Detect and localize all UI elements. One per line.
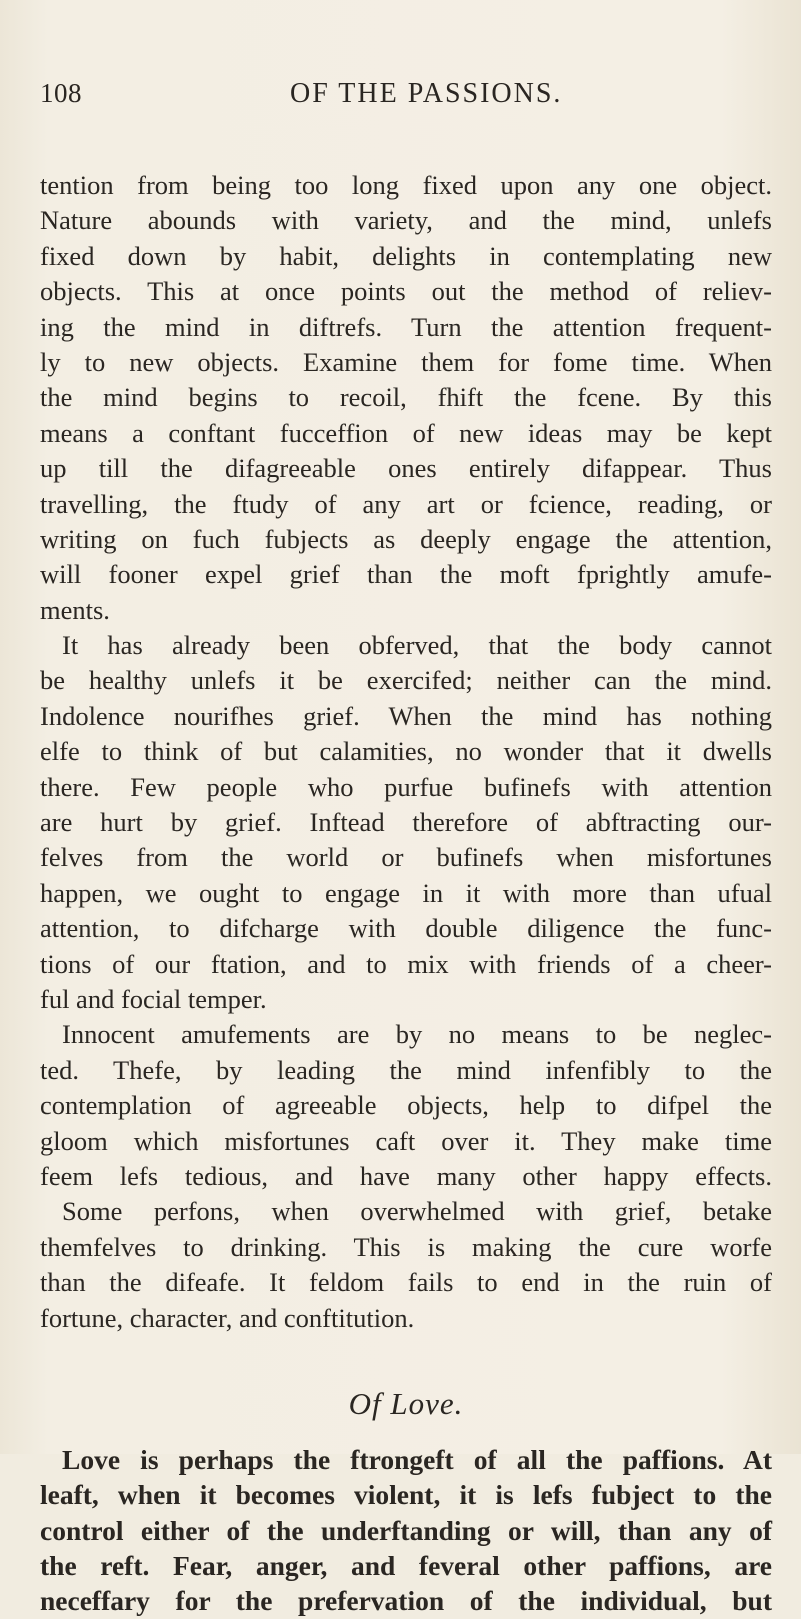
text-line: there. Few people who purfue bufinefs with attention [40,771,772,802]
text-line: leaft, when it becomes violent, it is lefs fubject to the [40,1479,772,1511]
page-number: 108 [40,78,82,108]
paragraph-1 [40,168,772,628]
text-line: ted. Thefe, by leading the mind infenfibly to the [40,1054,772,1085]
section-paragraph [40,1442,772,1619]
text-line: are hurt by grief. Inftead therefore of abftracting our- [40,807,772,838]
body-text [40,168,772,1619]
text-line: fixed down by habit, delights in contemplating new [40,240,772,271]
text-line: attention, to difcharge with double diligence the func- [40,913,772,944]
text-line: happen, we ought to engage in it with more than ufual [40,877,772,908]
text-line: ments. [40,594,110,625]
text-line: It has already been obferved, that the body cannot [62,630,772,661]
text-line: Some perfons, when overwhelmed with grief, betake [62,1196,772,1227]
text-line: tention from being too long fixed upon any one object. [40,170,772,200]
text-line: gloom which misfortunes caft over it. They make time [40,1125,772,1156]
paragraph-4 [40,1194,772,1336]
text-line: ful and focial temper. [40,983,267,1014]
text-line: means a conftant fucceffion of new ideas may be kept [40,417,772,448]
running-head: OF THE PASSIONS. [290,78,563,109]
text-line: Innocent amufements are by no means to be neglec- [62,1019,772,1050]
text-line: be healthy unlefs it be exercifed; neither can the mind. [40,665,772,696]
section-heading: Of Love. [348,1385,464,1421]
text-line: fortune, character, and conftitution. [40,1302,415,1333]
text-line: ing the mind in diftrefs. Turn the attention frequent- [40,311,772,342]
paragraph-2 [40,628,772,1017]
text-line: tions of our ftation, and to mix with friends of a cheer- [40,948,772,979]
text-line: themfelves to drinking. This is making the cure worfe [40,1231,772,1262]
text-line: felves from the world or bufinefs when misfortunes [40,842,772,873]
text-line: objects. This at once points out the method of reliev- [40,276,772,307]
text-line: than the difeafe. It feldom fails to end in the ruin of [40,1267,772,1298]
page-header [40,78,761,118]
text-line: Nature abounds with variety, and the mind, unlefs [40,205,772,236]
text-line: the reft. Fear, anger, and feveral other paffions, are [40,1550,772,1582]
text-line: travelling, the ftudy of any art or fcience, reading, or [40,488,772,519]
text-line: writing on fuch fubjects as deeply engage the attention, [40,523,772,554]
text-line: ly to new objects. Examine them for fome time. When [40,346,772,377]
text-line: control either of the underftanding or will, than any of [40,1514,772,1546]
text-line: neceffary for the prefervation of the individual, but [40,1585,772,1617]
text-line: contemplation of agreeable objects, help to difpel the [40,1090,772,1121]
text-line: elfe to think of but calamities, no wonder that it dwells [40,736,772,767]
text-line: will fooner expel grief than the moft fprightly amufe- [40,559,772,590]
text-line: Love is perhaps the ftrongeft of all the paffions. At [62,1443,772,1475]
text-line: Indolence nourifhes grief. When the mind has nothing [40,700,772,731]
text-line: feem lefs tedious, and have many other happy effects. [40,1160,772,1191]
paragraph-3 [40,1017,772,1194]
text-line: up till the difagreeable ones entirely difappear. Thus [40,453,772,484]
text-line: the mind begins to recoil, fhift the fcene. By this [40,382,772,413]
